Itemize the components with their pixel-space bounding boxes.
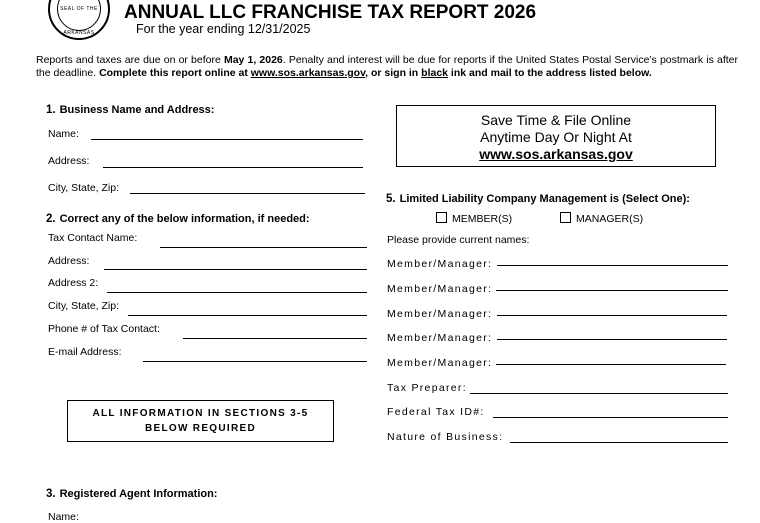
page-subtitle: For the year ending 12/31/2025	[136, 22, 311, 36]
tax-contact-name-label: Tax Contact Name:	[48, 232, 138, 244]
business-address-label: Address:	[48, 155, 90, 167]
tax-preparer-field[interactable]	[470, 393, 728, 394]
tax-contact-name-field[interactable]	[160, 247, 367, 248]
business-address-field[interactable]	[103, 167, 363, 168]
contact-email-field[interactable]	[143, 361, 367, 362]
intro-paragraph: Reports and taxes are due on or before May 1, 2026. Penalty and interest will be due for reports if the United States Postal Service’s postmark is after the deadline. Complete this report online at www.sos.arkansas.gov, or sign in black ink and mail to the address listed below.	[36, 54, 738, 79]
business-city-label: City, State, Zip:	[48, 182, 119, 194]
nature-of-business-label: Nature of Business:	[387, 431, 504, 443]
seal-bottom-text: ARKANSAS	[63, 30, 95, 36]
member-checkbox[interactable]	[436, 212, 447, 223]
member-manager-field-1[interactable]	[497, 265, 728, 266]
contact-phone-field[interactable]	[183, 338, 367, 339]
business-city-field[interactable]	[130, 193, 365, 194]
required-notice-box	[67, 400, 334, 442]
member-manager-label-1: Member/Manager:	[387, 258, 493, 270]
member-manager-label-5: Member/Manager:	[387, 357, 493, 369]
member-manager-label-3: Member/Manager:	[387, 308, 493, 320]
contact-city-label: City, State, Zip:	[48, 300, 119, 312]
federal-tax-id-label: Federal Tax ID#:	[387, 406, 485, 418]
business-name-label: Name:	[48, 128, 79, 140]
contact-address-field[interactable]	[104, 269, 367, 270]
member-manager-field-3[interactable]	[497, 315, 727, 316]
member-option[interactable]: MEMBER(S)	[436, 212, 512, 225]
page-title: ANNUAL LLC FRANCHISE TAX REPORT 2026	[124, 2, 537, 23]
contact-address-label: Address:	[48, 255, 90, 267]
promo-line1: Save Time & File Online	[480, 112, 632, 128]
state-seal	[48, 0, 110, 40]
contact-address2-field[interactable]	[107, 292, 367, 293]
seal-inner-ring	[57, 0, 101, 31]
manager-option[interactable]: MANAGER(S)	[560, 212, 643, 225]
file-online-box	[396, 105, 716, 167]
current-names-instruction: Please provide current names:	[387, 234, 530, 246]
seal-top-text: SEAL OF THE	[60, 6, 98, 12]
contact-city-field[interactable]	[128, 315, 367, 316]
member-manager-field-5[interactable]	[496, 364, 726, 365]
section1-heading: 1. Business Name and Address:	[46, 104, 215, 116]
intro-url-link[interactable]: www.sos.arkansas.gov	[250, 67, 366, 79]
required-notice-line1: ALL INFORMATION IN SECTIONS 3-5	[92, 408, 309, 419]
nature-of-business-field[interactable]	[510, 442, 728, 443]
contact-email-label: E-mail Address:	[48, 346, 122, 358]
federal-tax-id-field[interactable]	[493, 417, 728, 418]
section5-heading: 5. Limited Liability Company Management is (Select One):	[386, 193, 690, 205]
manager-checkbox[interactable]	[560, 212, 571, 223]
promo-url-link[interactable]: www.sos.arkansas.gov	[479, 146, 633, 162]
member-manager-label-2: Member/Manager:	[387, 283, 493, 295]
tax-preparer-label: Tax Preparer:	[387, 382, 467, 394]
member-manager-field-4[interactable]	[497, 339, 727, 340]
required-notice-line2: BELOW REQUIRED	[145, 423, 256, 434]
member-manager-field-2[interactable]	[496, 290, 728, 291]
member-manager-label-4: Member/Manager:	[387, 332, 493, 344]
promo-line2: Anytime Day Or Night At	[480, 129, 632, 145]
contact-phone-label: Phone # of Tax Contact:	[48, 323, 160, 335]
section2-heading: 2. Correct any of the below information, if needed:	[46, 213, 310, 225]
agent-name-label: Name:	[48, 511, 79, 523]
section3-heading: 3. Registered Agent Information:	[46, 488, 218, 500]
contact-address2-label: Address 2:	[48, 277, 99, 289]
due-date: May 1, 2026	[223, 54, 283, 66]
business-name-field[interactable]	[91, 139, 363, 140]
